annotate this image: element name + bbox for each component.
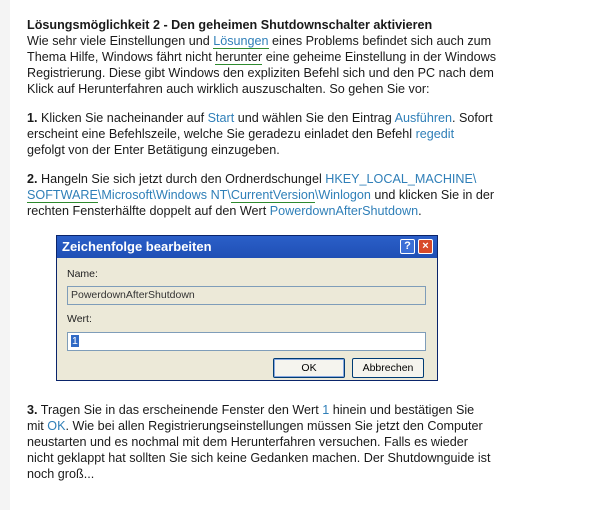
step-2 (27, 171, 567, 219)
step-text: erscheint eine Befehlszeile, welche Sie geradezu einladet den Befehl (27, 127, 416, 141)
intro-paragraph (27, 33, 567, 97)
step-text: . (418, 204, 422, 218)
ausfuehren-term: Ausführen (394, 111, 453, 125)
step-text: Klicken Sie nacheinander auf (37, 111, 208, 125)
dialog-titlebar[interactable] (57, 236, 437, 258)
intro-text: Klick auf Herunterfahren auch wirklich auszuschalten. So gehen Sie vor: (27, 82, 430, 96)
article-title: Lösungsmöglichkeit 2 - Den geheimen Shutdownschalter aktivieren (27, 18, 433, 32)
step-text: neustarten und es nochmal mit dem Herunterfahren versuchen. Falls es wieder (27, 435, 469, 449)
step-text: hinein und bestätigen Sie (329, 403, 475, 417)
cancel-button[interactable]: Abbrechen (352, 358, 424, 378)
edit-string-dialog (56, 235, 438, 381)
value-one-term: 1 (322, 403, 330, 417)
step-text: . Sofort (452, 111, 493, 125)
step-text: Tragen Sie in das erscheinende Fenster den Wert (37, 403, 323, 417)
ok-term: OK (47, 419, 66, 433)
registry-path-winlogon: \Winlogon (314, 188, 371, 202)
step-text: und klicken Sie in der (370, 188, 495, 202)
step-1 (27, 110, 567, 158)
left-margin-shade (0, 0, 10, 510)
step-text: und wählen Sie den Eintrag (234, 111, 395, 125)
name-field: PowerdownAfterShutdown (67, 286, 426, 305)
start-term: Start (207, 111, 235, 125)
registry-path: \Microsoft\Windows NT\ (97, 188, 231, 202)
step-text: gefolgt von der Enter Betätigung einzugeben. (27, 143, 280, 157)
step-text: noch groß... (27, 467, 95, 481)
herunter-link[interactable]: herunter (215, 50, 263, 64)
dialog-title: Zeichenfolge bearbeiten (62, 239, 212, 254)
intro-text: Wie sehr viele Einstellungen und (27, 34, 214, 48)
value-input[interactable] (67, 332, 426, 351)
regedit-term: regedit (415, 127, 455, 141)
software-link[interactable]: SOFTWARE (27, 188, 98, 202)
registry-key-root: HKEY_LOCAL_MACHINE\ (325, 172, 477, 186)
help-icon[interactable]: ? (400, 239, 415, 254)
registry-value-name: PowerdownAfterShutdown (269, 204, 419, 218)
currentversion-link[interactable]: CurrentVersion (230, 188, 315, 202)
value-label: Wert: (67, 313, 92, 325)
step-3 (27, 402, 567, 482)
article (27, 17, 567, 219)
intro-text: Thema Hilfe, Windows fährt nicht (27, 50, 216, 64)
intro-text: eines Problems befindet sich auch zum (268, 34, 492, 48)
article-continued (27, 402, 567, 482)
step-number: 3. (27, 403, 38, 417)
loesungen-link[interactable]: Lösungen (213, 34, 269, 48)
step-text: mit (27, 419, 48, 433)
name-label: Name: (67, 268, 98, 280)
step-text: . Wie bei allen Registrierungseinstellungen müssen Sie jetzt den Computer (65, 419, 483, 433)
close-icon[interactable]: × (418, 239, 433, 254)
step-number: 1. (27, 111, 38, 125)
step-text: nicht geklappt hat sollten Sie sich keine Gedanken machen. Der Shutdownguide ist (27, 451, 491, 465)
ok-button[interactable]: OK (273, 358, 345, 378)
value-text: 1 (72, 335, 78, 347)
step-text: rechten Fensterhälfte doppelt auf den Wert (27, 204, 270, 218)
step-number: 2. (27, 172, 38, 186)
intro-text: Registrierung. Diese gibt Windows den expliziten Befehl sich und den PC nach dem (27, 66, 494, 80)
step-text: Hangeln Sie sich jetzt durch den Ordnerdschungel (37, 172, 326, 186)
intro-text: eine geheime Einstellung in der Windows (262, 50, 497, 64)
